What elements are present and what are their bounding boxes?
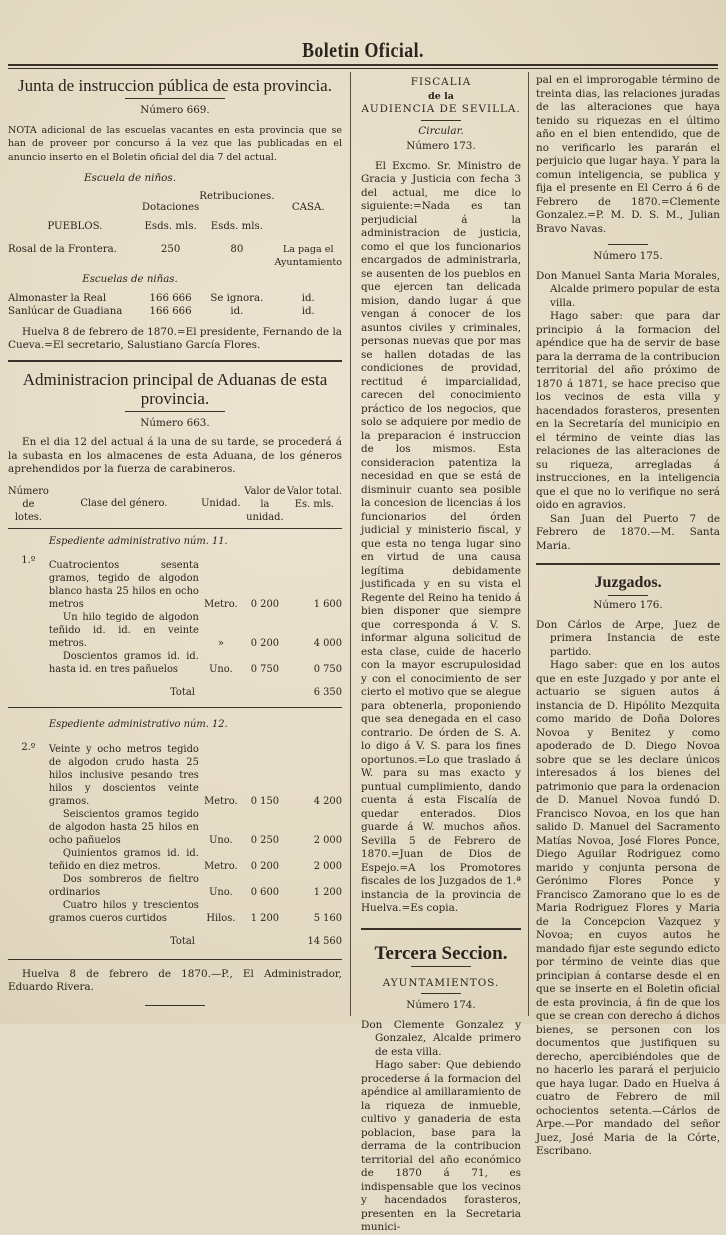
section-rule bbox=[361, 928, 521, 930]
body-175-a: Don Manuel Santa Maria Morales, Alcalde primero popular de esta villa. bbox=[536, 269, 720, 309]
header-esds-2: Esds. mls. bbox=[210, 220, 263, 232]
title-rule bbox=[125, 411, 225, 412]
schools-table bbox=[8, 190, 342, 318]
aduanas-signature: Huelva 8 de febrero de 1870.—P., El Administrador, Eduardo Rivera. bbox=[8, 967, 342, 993]
item-12-4-unidad: Uno. bbox=[209, 886, 233, 898]
number-175: Número 175. bbox=[593, 250, 663, 262]
aduanas-intro: En el dia 12 del actual á la una de su tarde, se procederá á la subasta en los almacenes de esta Aduana, de los géneros aprehendidos por la fuerza de carabineros. bbox=[8, 436, 342, 475]
item-12-4: Dos sombreros de fieltro ordinarios bbox=[48, 873, 199, 898]
body-176-a: Don Cárlos de Arpe, Juez de primera Instancia de este partido. bbox=[536, 618, 720, 658]
circular-heading: Circular. bbox=[418, 124, 464, 137]
number-669: Número 669. bbox=[140, 104, 210, 116]
row-rosal-name: Rosal de la Frontera. bbox=[8, 243, 117, 255]
item-12-1-valor-total: 4 200 bbox=[313, 795, 342, 807]
th-clase: Clase del género. bbox=[80, 497, 168, 509]
fiscalia-line-2: de la bbox=[428, 90, 454, 102]
item-11-3-unidad: Uno. bbox=[209, 663, 233, 675]
body-176-b: Hago saber: que en los autos que en este Juzgado y por ante el actuario se siguen autos á instancia de D. Hipólito Mezquita como marido de Doña Dolores Novoa y Benitez y como apoderado de D. Diego Novoa sobre que se les declare únicos interesados á los bienes del patrimonio que para la ordenacion de D. Manuel Novoa fundó D. Francisco Novoa, en los que han salido D. Manuel del Sacramento Matías Novoa, José Flores Ponce, Diego Aguilar Rodriguez como marido y conjunta persona de Gerónimo Flores Ponce y Francisco Zamorano que lo es de Maria Rodriguez Flores y Maria de la Concepcion Vazquez y Novoa; en cuyos autos he mandado fijar este segundo edicto por término de veinte dias que principian á contarse desde el en que se inserte en el Boletin oficial de esta provincia, á fin de que los que se crean con derecho á dichos bienes, se personen con los documentos que justifiquen su derecho, apercibiéndoles que de no hacerlo les parará el perjuicio que haya lugar. Dado en Huelva á cuatro de Febrero de mil ochocientos setenta.—Cárlos de Arpe.—Por mandado del señor Juez, José Maria de la Córte, Escribano. bbox=[536, 659, 720, 1157]
escuelas-ninas-heading: Escuelas de niñas. bbox=[82, 273, 178, 285]
item-12-2-valor-unidad: 0 250 bbox=[250, 834, 280, 846]
item-11-2-valor-total: 4 000 bbox=[313, 637, 342, 649]
total-11-label: Total bbox=[170, 686, 195, 698]
masthead-rule-thin bbox=[8, 68, 718, 69]
number-174: Número 174. bbox=[406, 999, 476, 1011]
item-12-3-valor-total: 2 000 bbox=[313, 860, 342, 872]
tercera-seccion-title: Tercera Seccion. bbox=[374, 942, 508, 964]
th-valor-unidad: Valor de la unidad. bbox=[244, 485, 286, 523]
row-sanlucar-name: Sanlúcar de Guadiana bbox=[8, 305, 123, 317]
section-rule bbox=[8, 360, 342, 362]
row-almonaster-retribucion: Se ignora. bbox=[210, 292, 264, 304]
row-almonaster-name: Almonaster la Real bbox=[8, 292, 107, 304]
body-174-b: Hago saber: Que debiendo procederse á la formacion del apéndice al amillaramiento de la riqueza de inmueble, cultivo y ganaderia de esta poblacion, base para la derrama de la contribucion territorial del año económico de 1870 á 71, es indispensable que los vecinos y hacendados forasteros, presenten en la Secretaria munici- bbox=[361, 1059, 521, 1233]
lot-2: 2.º bbox=[21, 741, 36, 753]
header-casa: CASA. bbox=[291, 201, 325, 213]
row-almonaster-casa: id. bbox=[301, 292, 315, 304]
total-11-value: 6 350 bbox=[313, 686, 342, 698]
ayuntamientos-heading: AYUNTAMIENTOS. bbox=[382, 976, 500, 989]
row-sanlucar-retribucion: id. bbox=[230, 305, 244, 317]
row-almonaster-dotacion: 166 666 bbox=[149, 292, 192, 304]
column-left bbox=[8, 72, 342, 1009]
item-12-5: Cuatro hilos y trescientos gramos cueros curtidos bbox=[48, 899, 199, 924]
total-12-label: Total bbox=[170, 935, 195, 947]
row-sanlucar-casa: id. bbox=[301, 305, 315, 317]
item-12-2: Seiscientos gramos tegido de algodon hasta 25 hilos en ocho pañuelos bbox=[48, 808, 199, 846]
item-11-2-unidad: » bbox=[217, 637, 224, 649]
number-173: Número 173. bbox=[406, 140, 476, 152]
row-sanlucar-dotacion: 166 666 bbox=[149, 305, 192, 317]
title-rule bbox=[125, 98, 225, 99]
item-12-2-valor-total: 2 000 bbox=[313, 834, 342, 846]
header-retribuciones: Retribuciones. bbox=[199, 190, 275, 202]
total-12-value: 14 560 bbox=[307, 935, 342, 947]
column-right bbox=[536, 72, 720, 1159]
body-175-c: San Juan del Puerto 7 de Febrero de 1870.—M. Santa Maria. bbox=[536, 512, 720, 552]
item-12-5-unidad: Hilos. bbox=[206, 912, 236, 924]
title-rule bbox=[411, 966, 471, 967]
item-11-1-valor-total: 1 600 bbox=[313, 598, 342, 610]
header-esds-1: Esds. mls. bbox=[144, 220, 197, 232]
juzgados-title: Juzgados. bbox=[594, 574, 662, 591]
th-valor-total: Valor total. Es. mls. bbox=[286, 485, 343, 510]
header-dotaciones: Dotaciones bbox=[141, 201, 200, 213]
escuela-ninos-heading: Escuela de niños. bbox=[83, 172, 177, 184]
item-12-5-valor-unidad: 1 200 bbox=[250, 912, 280, 924]
table-bottom-rule bbox=[8, 959, 342, 960]
fiscalia-line-1: FISCALIA bbox=[410, 76, 472, 88]
number-663: Número 663. bbox=[140, 416, 210, 429]
item-11-2-valor-unidad: 0 200 bbox=[250, 637, 280, 649]
column-separator-2 bbox=[528, 72, 529, 1016]
title-rule bbox=[608, 595, 648, 596]
item-11-1-valor-unidad: 0 200 bbox=[250, 598, 280, 610]
item-12-1: Veinte y ocho metros tegido de algodon crudo hasta 25 hilos inclusive pesando tres hilos y doscientos veinte gramos. bbox=[48, 743, 199, 807]
lot-1: 1.º bbox=[21, 554, 36, 566]
masthead-title: Boletin Oficial. bbox=[302, 38, 424, 62]
item-11-1: Cuatrocientos sesenta gramos, tegido de algodon blanco hasta 25 hilos en ocho metros bbox=[48, 559, 199, 610]
column-middle bbox=[361, 72, 521, 1235]
item-11-3-valor-unidad: 0 750 bbox=[250, 663, 280, 675]
item-11-1-unidad: Metro. bbox=[204, 598, 238, 610]
item-12-1-valor-unidad: 0 150 bbox=[250, 795, 280, 807]
item-12-3-unidad: Metro. bbox=[204, 860, 238, 872]
th-unidad: Unidad. bbox=[201, 497, 241, 509]
item-12-2-unidad: Uno. bbox=[209, 834, 233, 846]
item-rule bbox=[608, 244, 648, 245]
title-rule bbox=[421, 993, 461, 994]
body-174-c: pal en el improrogable término de treinta dias, las relaciones juradas de las alteraciones que haya tenido su riquezas en el último año en el bien entendido, que de no verificarlo les pararán el perjuicio que lugar haya. Y para la comun inteligencia, se publica y fija el presente en El Cerro á 6 de Febrero de 1870.=Clemente Gonzalez.=P. M. D. S. M., Julian Bravo Navas. bbox=[536, 74, 720, 235]
item-12-3-valor-unidad: 0 200 bbox=[250, 860, 280, 872]
item-12-4-valor-total: 1 200 bbox=[313, 886, 342, 898]
header-pueblos: PUEBLOS. bbox=[47, 220, 103, 232]
junta-signature: Huelva 8 de febrero de 1870.=El presidente, Fernando de la Cueva.=El secretario, Salustiano García Flores. bbox=[8, 325, 342, 351]
title-rule bbox=[421, 120, 461, 121]
item-12-3: Quinientos gramos id. id. teñido en diez metros. bbox=[48, 847, 199, 872]
item-12-4-valor-unidad: 0 600 bbox=[250, 886, 280, 898]
end-rule bbox=[145, 1005, 205, 1006]
expediente-11: Espediente administrativo núm. 11. bbox=[48, 535, 228, 547]
section-rule bbox=[536, 563, 720, 565]
body-175-b: Hago saber: que para dar principio á la formacion del apéndice que ha de servir de base para la derrama de la contribucion territorial del año próximo de 1870 á 1871, se hace preciso que los vecinos de esta villa y hacendados forasteros, presenten en la Secretaría del municipio en el término de veinte dias las relaciones de las alteraciones de su riqueza, arregladas á instrucciones, en la inteligencia que el que no lo verifique no será oido en agravios. bbox=[536, 310, 721, 511]
item-11-2: Un hilo tegido de algodon teñido id. id. en veinte metros. bbox=[48, 611, 199, 649]
aduanas-title: Administracion principal de Aduanas de esta provincia. bbox=[22, 369, 328, 408]
th-numero: Número de lotes. bbox=[8, 485, 49, 523]
item-11-3-valor-total: 0 750 bbox=[313, 663, 342, 675]
row-rosal-dotacion: 250 bbox=[160, 243, 181, 255]
nota-paragraph: NOTA adicional de las escuelas vacantes en esta provincia que se han de proveer por concurso á la vez que las publicadas en el anuncio inserto en el Boletin oficial del dia 7 del actual. bbox=[8, 124, 342, 163]
fiscalia-line-3: AUDIENCIA DE SEVILLA. bbox=[361, 103, 521, 115]
item-11-3: Doscientos gramos id. id. hasta id. en tres pañuelos bbox=[48, 650, 199, 675]
item-12-1-unidad: Metro. bbox=[204, 795, 238, 807]
body-173: El Excmo. Sr. Ministro de Gracia y Justicia con fecha 3 del actual, me dice lo siguiente:=Nada es tan perjudicial á la administracion de justicia, como el que los funcionarios encargados de administrarla, se ausenten de los pueblos en que ejercen tan delicada mision, dando lugar á que vengan á conocer de los asuntos civiles y criminales, personas nuevas que por mas se hallen dotadas de las condiciones de providad, rectitud é imparcialidad, carecen del conocimiento práctico de los negocios, que solo se adquiere por medio de la preparacion é instruccion de los mismos. Esta consideracion patentiza la necesidad en que se está de disminuir cuanto sea posible la concesion de licencias á los funcionarios del órden judicial y ministerio fiscal, y que esta no tenga lugar sino en virtud de una causa legítima debidamente justificada y en su vista el Regente del Reino ha tenido á bien disponer que siempre que corresponda á V. S. informar alguna solicitud de esta clase, cuide de hacerlo con la mayor escrupulosidad y con el conocimiento de ser cierto el motivo que se alegue para obtenerla, proponiendo que sea denegada en el caso contrario. De órden de S. A. lo digo á V. S. para los fines oportunos.=Lo que traslado á W. para su mas exacto y puntual cumplimiento, dando cuenta á esta Fiscalía de quedar enterados. Dios guarde á W. muchos años. Sevilla 5 de Febrero de 1870.=Juan de Dios de Espejo.=A los Promotores fiscales de los Juzgados de 1.ª instancia de la provincia de Huelva.=Es copia. bbox=[361, 159, 521, 914]
body-174-a: Don Clemente Gonzalez y Gonzalez, Alcalde primero de esta villa. bbox=[361, 1018, 521, 1058]
item-12-5-valor-total: 5 160 bbox=[313, 912, 342, 924]
junta-title: Junta de instruccion pública de esta provincia. bbox=[18, 76, 332, 95]
row-rosal-casa: La paga el Ayuntamiento bbox=[274, 243, 342, 268]
number-176: Número 176. bbox=[593, 599, 663, 611]
masthead-rule bbox=[8, 64, 718, 66]
expediente-12: Espediente administrativo núm. 12. bbox=[48, 718, 228, 730]
goods-table bbox=[8, 485, 342, 954]
row-rosal-retribucion: 80 bbox=[230, 243, 244, 255]
column-separator-1 bbox=[350, 72, 351, 1016]
